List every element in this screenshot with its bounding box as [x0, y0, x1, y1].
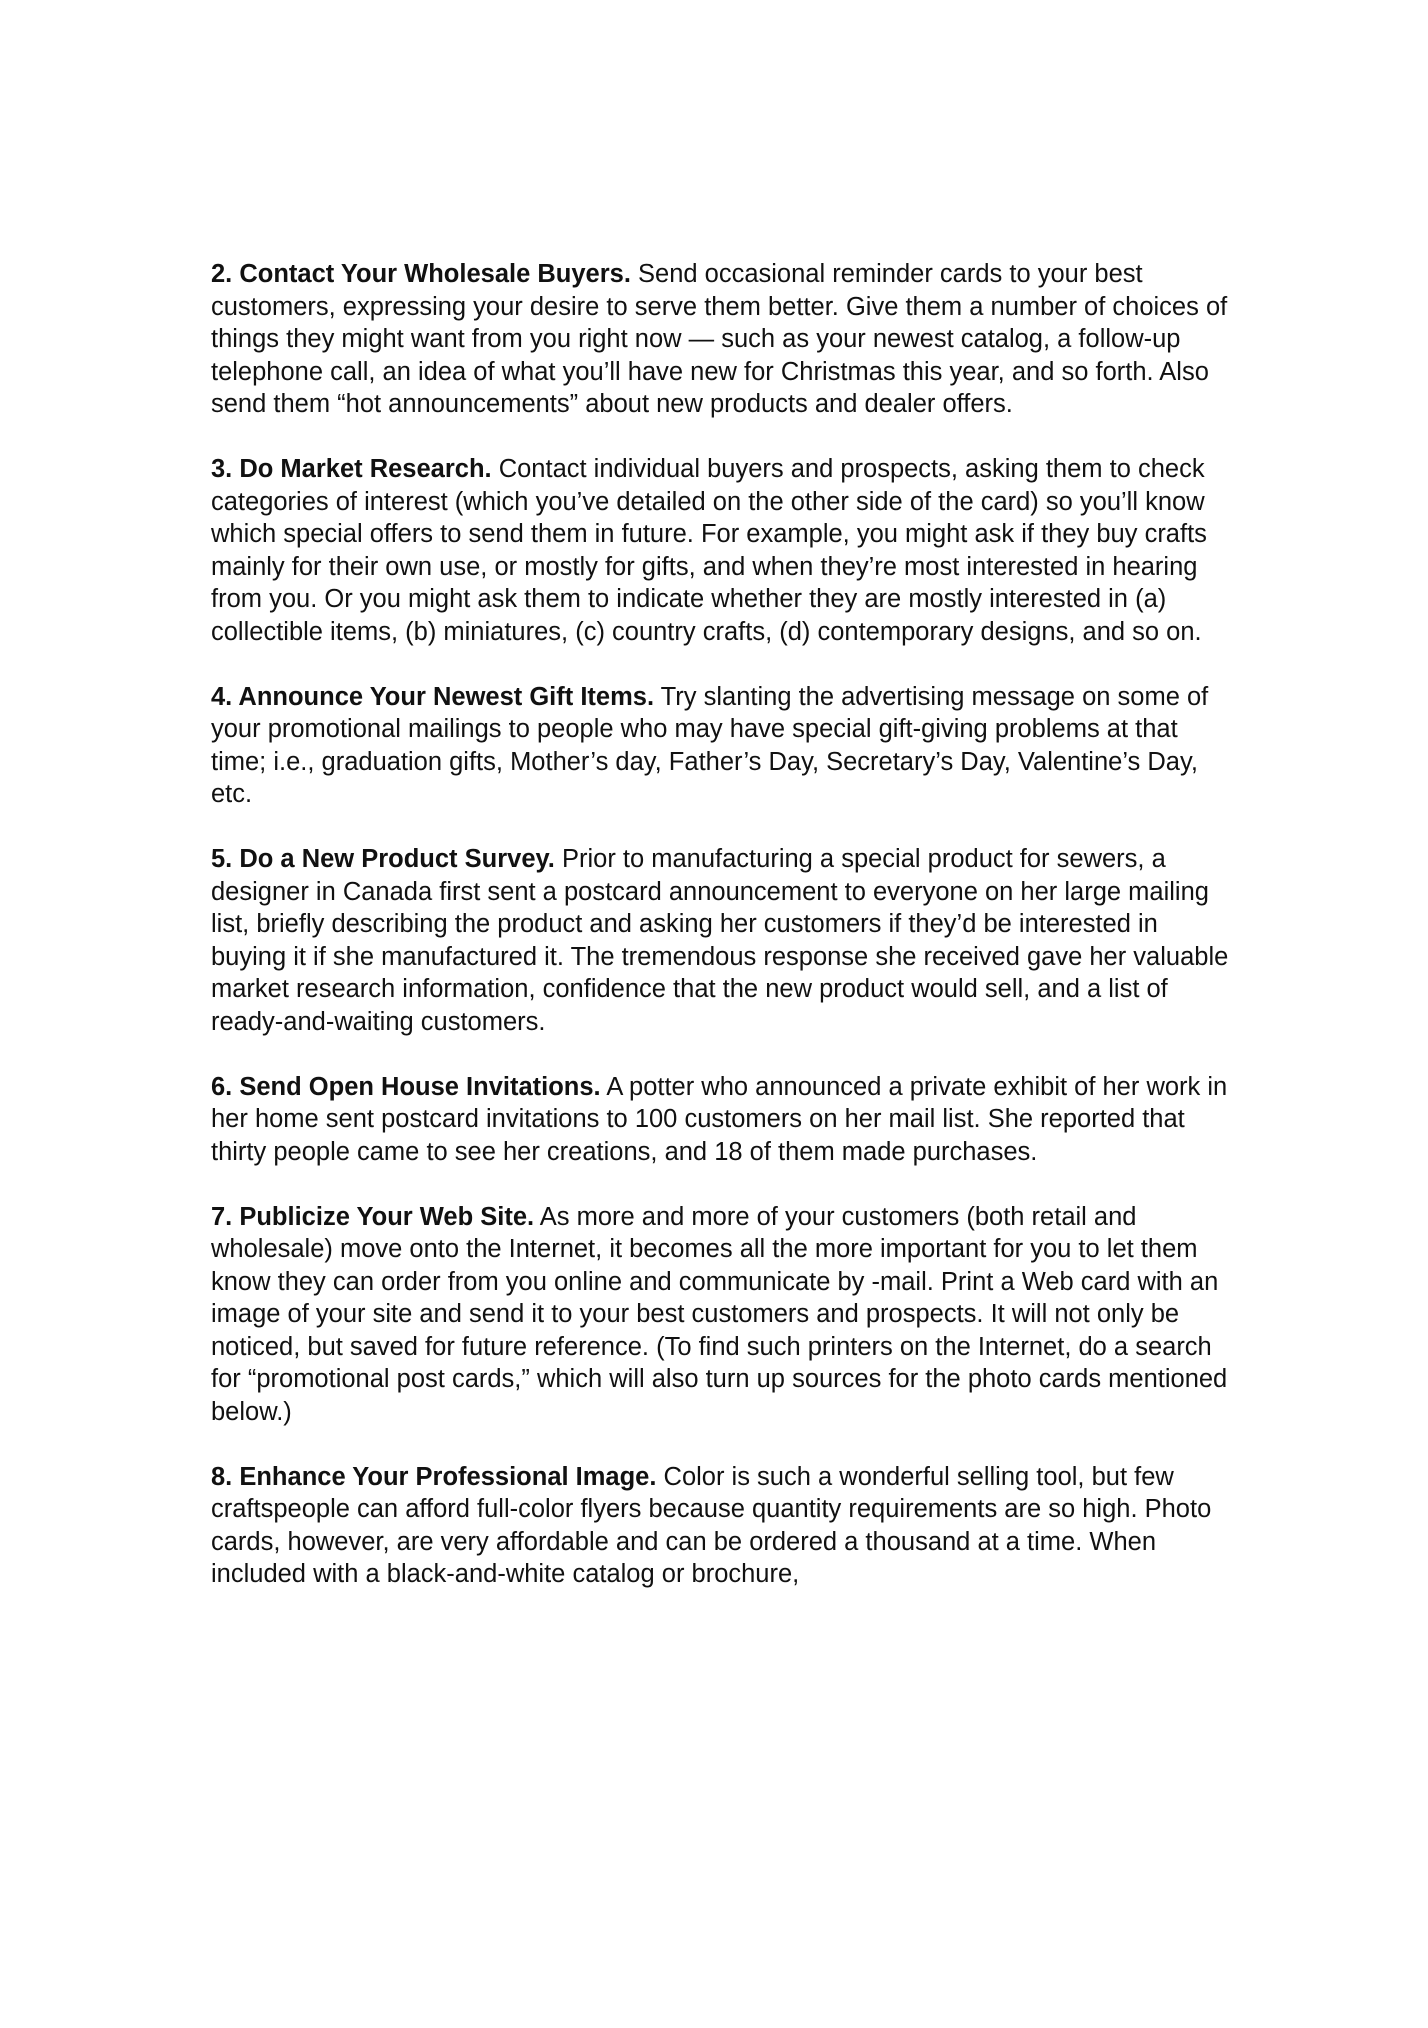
paragraph-body: As more and more of your customers (both retail and wholesale) move onto the Internet, it becomes all the more important for you to let them know they can order from you online and communicate by -mail. Print a Web card with an image of your site and send it to your best customers and prospects. It will not only be noticed, but saved for future reference. (To find such printers on the Internet, do a search for “promotional post cards,” which will also turn up sources for the photo cards mentioned below.)	[211, 1202, 1228, 1426]
paragraph-open-house-invitations	[211, 1071, 1231, 1169]
paragraph-new-product-survey	[211, 843, 1231, 1038]
paragraph-publicize-web-site	[211, 1201, 1231, 1429]
paragraph-heading: 4. Announce Your Newest Gift Items.	[211, 682, 655, 711]
paragraph-body: Try slanting the advertising message on some of your promotional mailings to people who may have special gift-giving problems at that time; i.e., graduation gifts, Mother’s day, Father’s Day, Secretary’s Day, Valentine’s Day, etc.	[211, 682, 1209, 808]
paragraph-enhance-professional-image	[211, 1461, 1231, 1591]
paragraph-heading: 2. Contact Your Wholesale Buyers.	[211, 260, 631, 288]
paragraph-heading: 5. Do a New Product Survey.	[211, 845, 555, 873]
paragraph-body: Send occasional reminder cards to your best customers, expressing your desire to serve them better. Give them a number of choices of things they might want from you right now — such as your newest catalog, a follow-up telephone call, an idea of what you’ll have new for Christmas this year, and so forth. Also send them “hot announcements” about new products and dealer offers.	[211, 260, 1228, 418]
paragraph-body: A potter who announced a private exhibit of her work in her home sent postcard invitations to 100 customers on her mail list. She reported that thirty people came to see her creations, and 18 of them made purchases.	[211, 1072, 1228, 1166]
paragraph-do-market-research	[211, 453, 1231, 648]
paragraph-body: Prior to manufacturing a special product for sewers, a designer in Canada first sent a postcard announcement to everyone on her large mailing list, briefly describing the product and asking her customers if they’d be interested in buying it if she manufactured it. The tremendous response she received gave her valuable market research information, confidence that the new product would sell, and a list of ready-and-waiting customers.	[211, 845, 1229, 1036]
paragraph-contact-wholesale-buyers	[211, 258, 1231, 421]
document-page	[211, 258, 1231, 1623]
paragraph-heading: 7. Publicize Your Web Site.	[211, 1202, 535, 1231]
paragraph-announce-gift-items	[211, 681, 1231, 811]
paragraph-heading: 3. Do Market Research.	[211, 455, 492, 483]
paragraph-heading: 8. Enhance Your Professional Image.	[211, 1462, 657, 1491]
paragraph-body: Color is such a wonderful selling tool, but few craftspeople can afford full-color flyers because quantity requirements are so high. Photo cards, however, are very affordable and can be ordered a thousand at a time. When included with a black-and-white catalog or brochure,	[211, 1462, 1212, 1588]
paragraph-body: Contact individual buyers and prospects, asking them to check categories of interest (which you’ve detailed on the other side of the card) so you’ll know which special offers to send them in future. For example, you might ask if they buy crafts mainly for their own use, or mostly for gifts, and when they’re most interested in hearing from you. Or you might ask them to indicate whether they are mostly interested in (a) collectible items, (b) miniatures, (c) country crafts, (d) contemporary designs, and so on.	[211, 455, 1207, 646]
paragraph-heading: 6. Send Open House Invitations.	[211, 1072, 601, 1101]
